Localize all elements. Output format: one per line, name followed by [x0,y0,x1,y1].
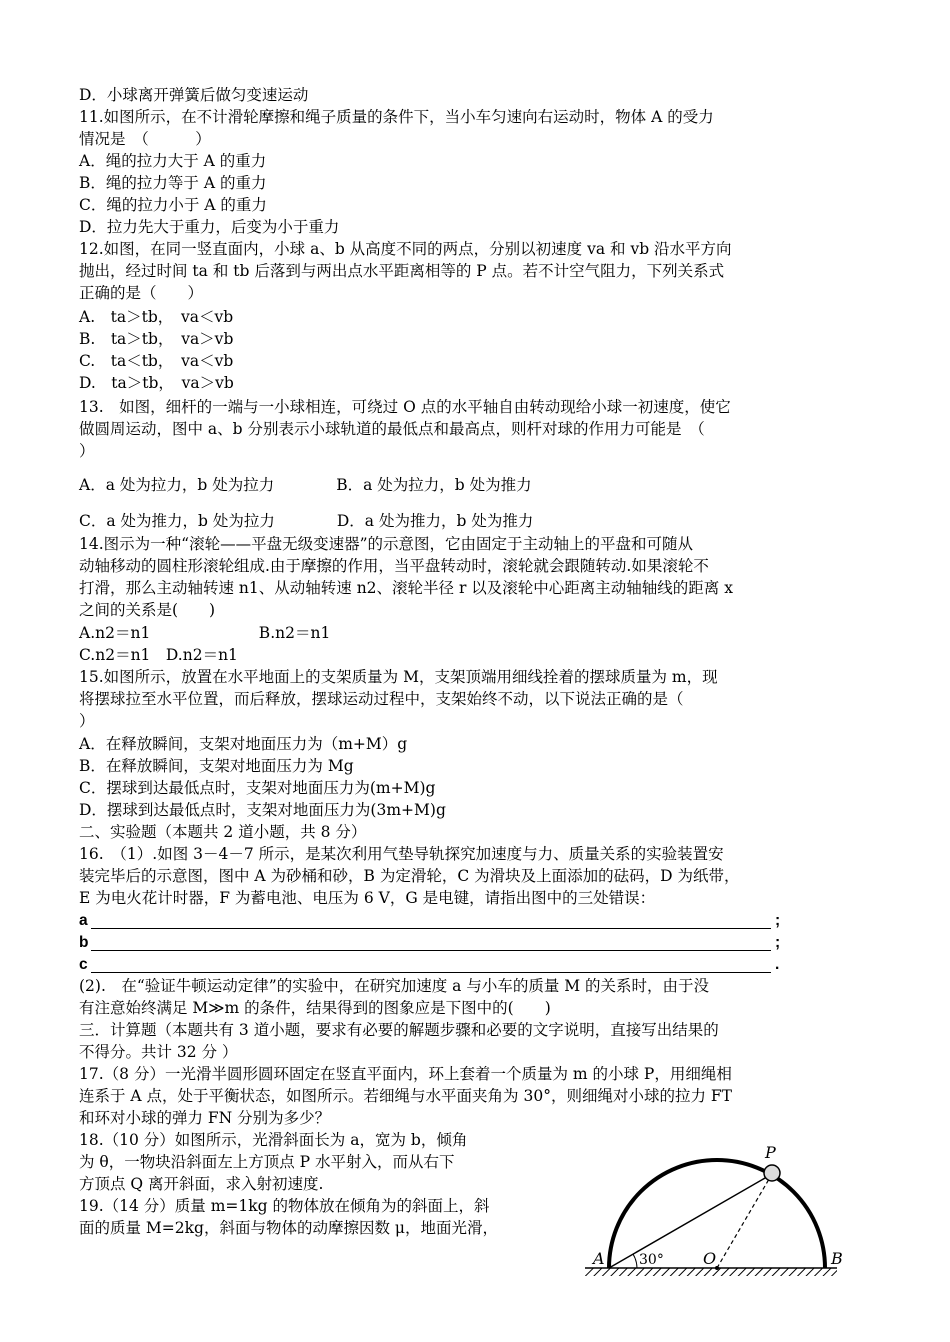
radius-dashed-line [717,1174,772,1268]
q12-option-d: D. ta＞tb， va＞vb [79,374,234,392]
q17-stem-3: 和环对小球的弹力 FN 分别为多少？ [79,1109,331,1127]
section-2-heading: 二、实验题（本题共 2 道小题，共 8 分） [79,823,367,841]
answer-line-b: b [79,934,89,951]
q16-part2: (2). 在“验证牛顿运动定律”的实验中，在研究加速度 a 与小车的质量 M 的关系时，由于没 [79,977,710,995]
answer-blank-b [91,932,771,951]
q13-stem: 13. 如图，细杆的一端与一小球相连，可绕过 O 点的水平轴自由转动现给小球一初速度，使它 [79,398,731,416]
answer-blank-c [91,954,771,973]
q14-options-ab: A.n2＝n1 B.n2＝n1 [79,624,331,642]
q17-stem-2: 连系于 A 点，处于平衡状态，如图所示。若细绳与水平面夹角为 30°，则细绳对小球的拉力 FT [79,1087,732,1105]
q16-stem-2: 装完毕后的示意图，图中 A 为砂桶和砂，B 为定滑轮，C 为滑块及上面添加的砝码，D 为纸带， [79,867,740,885]
q15-stem-3: ） [79,712,95,730]
q13-options-cd: C．a 处为推力，b 处为拉力 D．a 处为推力，b 处为推力 [79,512,534,530]
q13-stem-3: ） [79,442,95,460]
q18-stem-3: 方顶点 Q 离开斜面，求入射初速度. [79,1175,324,1193]
q11-option-c: C．绳的拉力小于 A 的重力 [79,196,267,214]
q11-option-d: D．拉力先大于重力，后变为小于重力 [79,218,340,236]
label-a: A [593,1249,605,1268]
answer-b-end: ; [775,934,781,951]
label-b: B [831,1249,843,1268]
q12-stem: 12.如图，在同一竖直面内，小球 a、b 从高度不同的两点，分别以初速度 va 和 vb 沿水平方向 [79,240,732,258]
q11-option-b: B．绳的拉力等于 A 的重力 [79,174,267,192]
option-d-q10: D．小球离开弹簧后做匀变速运动 [79,86,309,104]
q12-stem-3: 正确的是（ ） [79,284,204,302]
q15-option-d: D．摆球到达最低点时，支架对地面压力为(3m+M)g [79,801,446,819]
q12-option-a: A. ta＞tb， va＜vb [79,308,234,326]
q15-stem: 15.如图所示，放置在水平地面上的支架质量为 M，支架顶端用细线拴着的摆球质量为 m，现 [79,668,718,686]
q19-stem: 19.（14 分）质量 m=1kg 的物体放在倾角为的斜面上，斜 [79,1197,490,1215]
section-3-heading: 三．计算题（本题共有 3 道小题，要求有必要的解题步骤和必要的文字说明，直接写出结果的 [79,1021,719,1039]
q16-stem: 16. （1）.如图 3－4－7 所示，是某次利用气垫导轨探究加速度与力、质量关系的实验装置安 [79,845,724,863]
section-3-heading-2: 不得分。共计 32 分 ） [79,1043,238,1061]
label-o: O [703,1249,717,1268]
q15-option-a: A．在释放瞬间，支架对地面压力为（m+M）g [79,735,408,753]
ball-p [764,1165,780,1181]
q15-option-b: B．在释放瞬间，支架对地面压力为 Mg [79,757,354,775]
q11-stem: 11.如图所示，在不计滑轮摩擦和绳子质量的条件下，当小车匀速向右运动时，物体 A 的受力 [79,108,714,126]
q15-option-c: C．摆球到达最低点时，支架对地面压力为(m+M)g [79,779,436,797]
q12-stem-2: 抛出，经过时间 ta 和 tb 后落到与两出点水平距离相等的 P 点。若不计空气阻力，下列关系式 [79,262,725,280]
q13-stem-2: 做圆周运动，图中 a、b 分别表示小球轨道的最低点和最高点，则杆对球的作用力可能是 （ [79,420,705,438]
ground-hatching [585,1268,837,1276]
q17-stem: 17.（8 分）一光滑半圆形圆环固定在竖直平面内，环上套着一个质量为 m 的小球 P，用细绳相 [79,1065,732,1083]
q15-stem-2: 将摆球拉至水平位置，而后释放，摆球运动过程中，支架始终不动，以下说法正确的是（ [79,690,684,708]
q16-stem-3: E 为电火花计时器，F 为蓄电池、电压为 6 V，G 是电键，请指出图中的三处错误： [79,889,656,907]
q19-stem-2: 面的质量 M=2kg，斜面与物体的动摩擦因数 μ，地面光滑， [79,1219,498,1237]
answer-line-a: a [79,912,88,929]
q11-stem-2: 情况是 （ ） [79,130,211,148]
label-angle: 30° [639,1252,664,1268]
answer-blank-a [91,910,771,929]
q14-stem-3: 打滑，那么主动轴转速 n1、从动轴转速 n2、滚轮半径 r 以及滚轮中心距离主动轴轴线的距离 x [79,579,733,597]
angle-arc [633,1254,637,1268]
answer-line-c: c [79,956,88,973]
q12-option-b: B. ta＞tb， va＞vb [79,330,234,348]
q14-stem: 14.图示为一种“滚轮——平盘无级变速器”的示意图，它由固定于主动轴上的平盘和可随从 [79,535,694,553]
semicircle-ring-figure [585,1140,845,1300]
label-p: P [765,1143,776,1162]
q14-stem-4: 之间的关系是( ) [79,601,216,619]
q13-options-ab: A．a 处为拉力，b 处为拉力 B．a 处为拉力，b 处为推力 [79,476,532,494]
q14-stem-2: 动轴移动的圆柱形滚轮组成.由于摩擦的作用，当平盘转动时，滚轮就会跟随转动.如果滚轮不 [79,557,709,575]
q11-option-a: A．绳的拉力大于 A 的重力 [79,152,267,170]
q14-options-cd: C.n2＝n1 D.n2＝n1 [79,646,238,664]
q18-stem-2: 为 θ，一物块沿斜面左上方顶点 P 水平射入，而从右下 [79,1153,455,1171]
q12-option-c: C. ta＜tb， va＜vb [79,352,234,370]
answer-c-end: . [775,956,780,973]
q16-part2-2: 有注意始终满足 M≫m 的条件，结果得到的图象应是下图中的( ) [79,999,551,1017]
answer-a-end: ; [775,912,781,929]
q18-stem: 18.（10 分）如图所示，光滑斜面长为 a，宽为 b，倾角 [79,1131,468,1149]
